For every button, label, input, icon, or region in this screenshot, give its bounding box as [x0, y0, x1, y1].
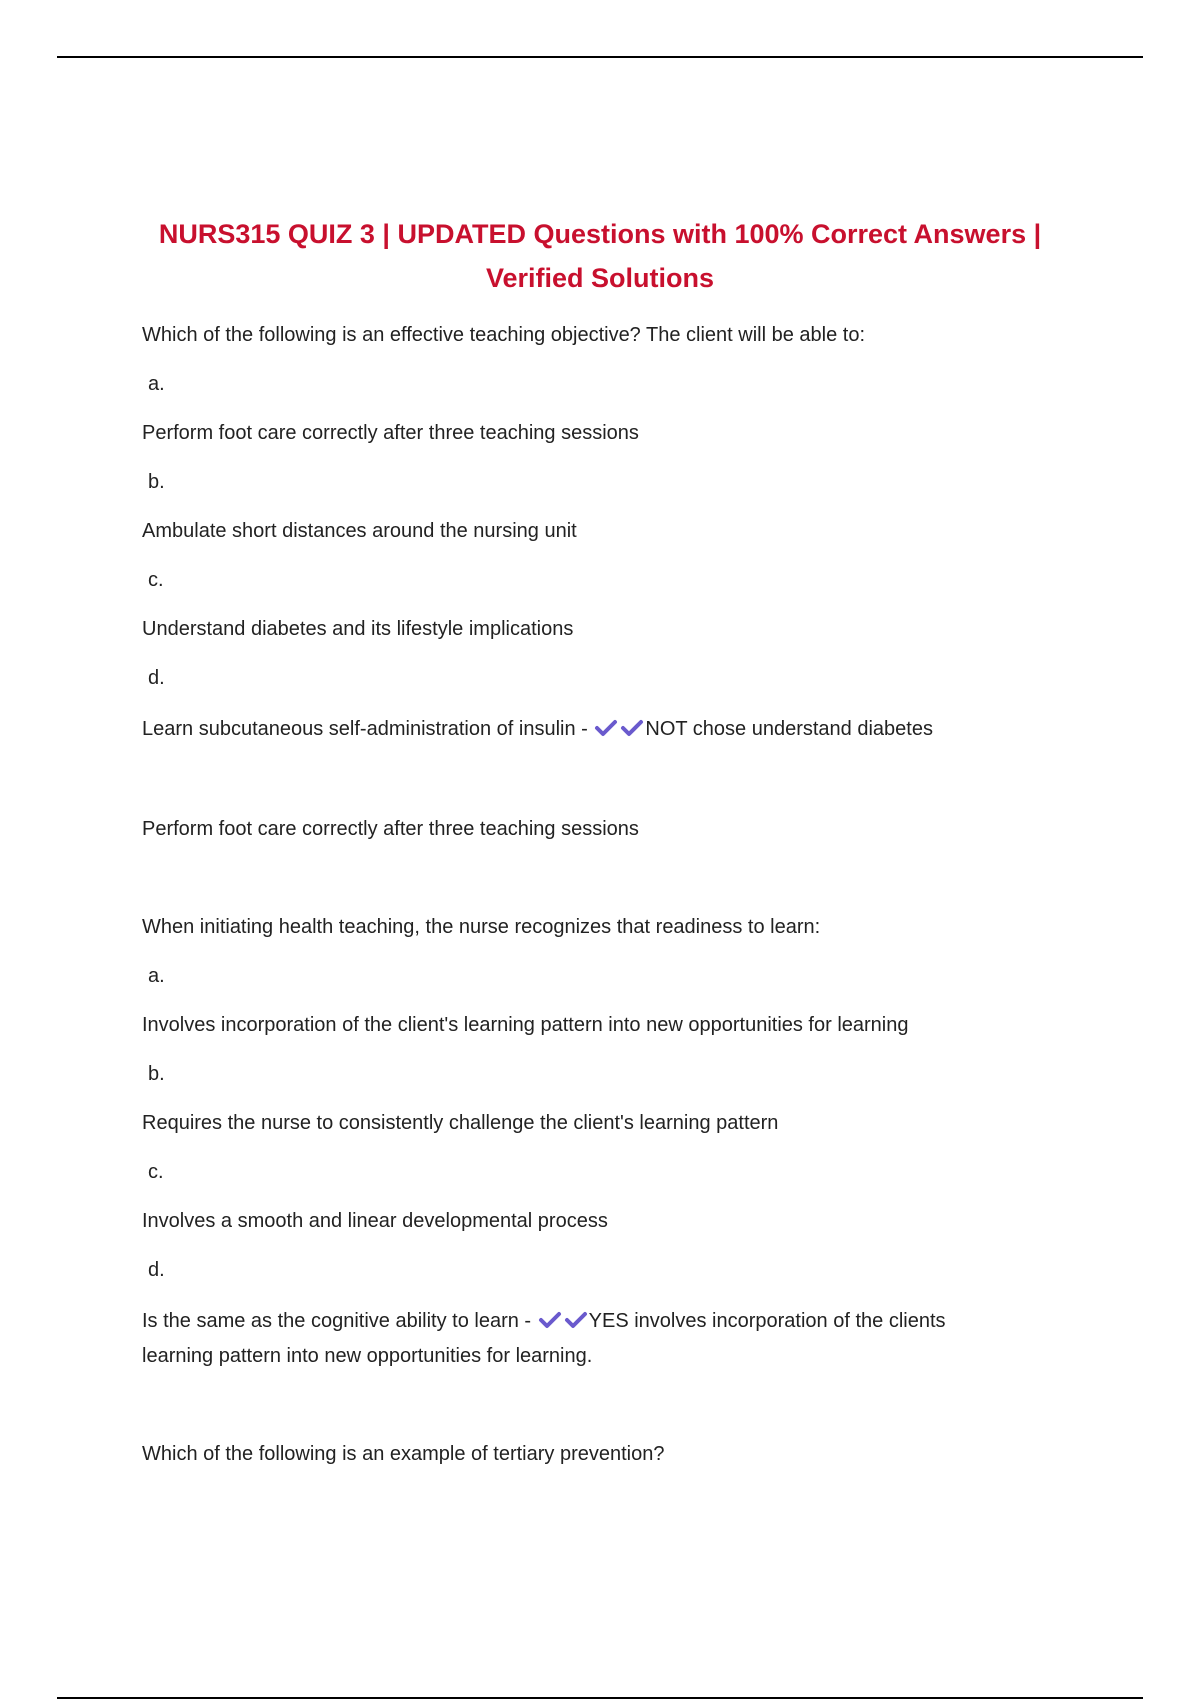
q2-option-c-letter: c.: [148, 1161, 164, 1183]
title-line-1: NURS315 QUIZ 3 | UPDATED Questions with 100% Correct Answers |: [158, 219, 1042, 249]
q1-option-b-letter: b.: [148, 471, 165, 493]
q2-answer-note-line-1: YES involves incorporation of the clients: [588, 1310, 946, 1332]
q2-option-b-letter: b.: [148, 1063, 165, 1085]
question-1-text: Which of the following is an effective teaching objective? The client will be able to:: [142, 324, 866, 346]
q1-option-d-text: Learn subcutaneous self-administration of insulin -: [142, 718, 588, 740]
question-2-text: When initiating health teaching, the nurse recognizes that readiness to learn:: [142, 916, 821, 938]
bottom-rule: [57, 1697, 1143, 1699]
q1-option-a-text: Perform foot care correctly after three teaching sessions: [142, 422, 639, 444]
q2-option-d-line: [142, 1304, 946, 1338]
q1-option-c-letter: c.: [148, 569, 164, 591]
q2-option-c-text: Involves a smooth and linear developmental process: [142, 1210, 608, 1232]
check-mark-icon: [619, 718, 645, 738]
q1-option-a-letter: a.: [148, 373, 165, 395]
q1-option-b-text: Ambulate short distances around the nursing unit: [142, 520, 577, 542]
title-line-2: Verified Solutions: [485, 263, 715, 293]
top-rule: [57, 56, 1143, 58]
q1-answer: Perform foot care correctly after three teaching sessions: [142, 818, 639, 840]
check-mark-icon: [593, 718, 619, 738]
q2-option-d-letter: d.: [148, 1259, 165, 1281]
q2-option-d-text: Is the same as the cognitive ability to learn -: [142, 1310, 532, 1332]
q2-option-a-text: Involves incorporation of the client's learning pattern into new opportunities for learning: [142, 1014, 909, 1036]
q2-option-a-letter: a.: [148, 965, 165, 987]
question-3-text: Which of the following is an example of tertiary prevention?: [142, 1443, 665, 1465]
q1-option-d-letter: d.: [148, 667, 165, 689]
q1-answer-note: NOT chose understand diabetes: [645, 718, 933, 740]
document-title: [100, 212, 1100, 300]
q1-option-c-text: Understand diabetes and its lifestyle implications: [142, 618, 574, 640]
q1-option-d-line: [142, 712, 933, 746]
q2-option-b-text: Requires the nurse to consistently challenge the client's learning pattern: [142, 1112, 779, 1134]
q2-answer-note-line-2: learning pattern into new opportunities for learning.: [142, 1345, 593, 1367]
check-mark-icon: [537, 1310, 563, 1330]
check-mark-icon: [563, 1310, 589, 1330]
